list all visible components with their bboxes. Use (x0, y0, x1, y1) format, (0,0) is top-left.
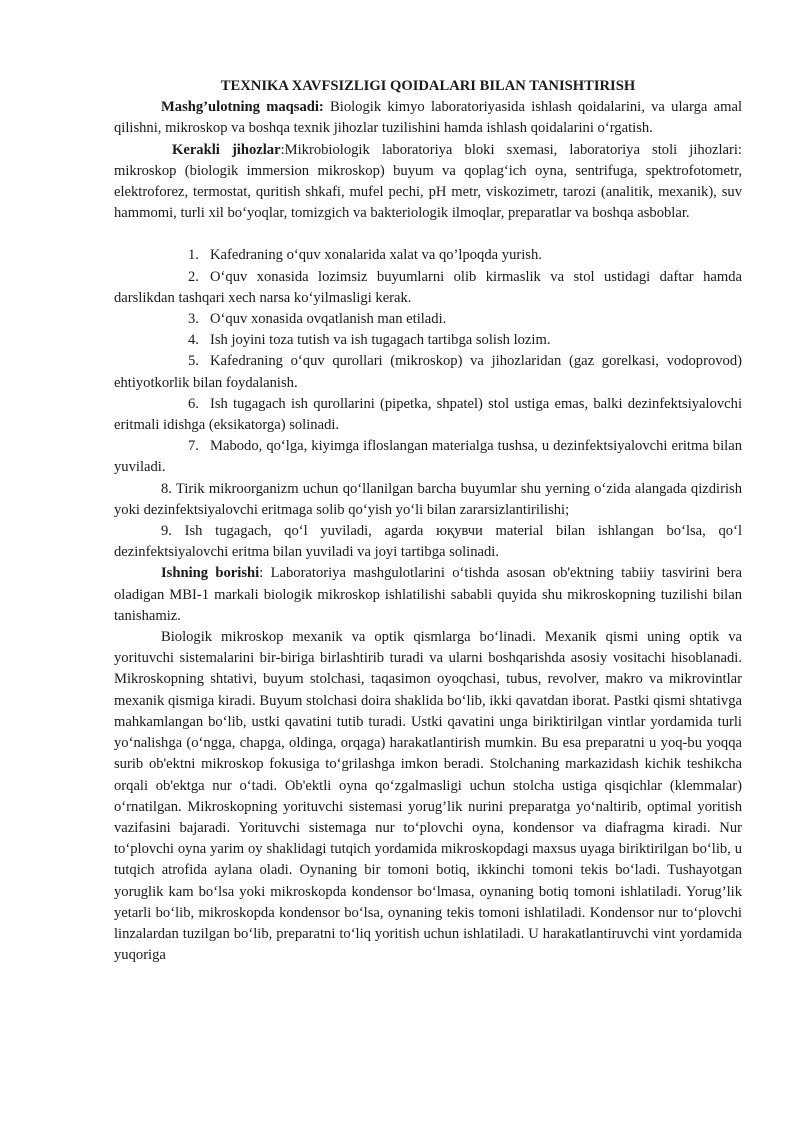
rule-8: 8. Tirik mikroorganizm uchun qoʻllanilgan barcha buyumlar shu yerning oʻzida alangada qizdirish yoki dezinfektsiyalovchi eritmaga solib qoʻyish yoʻli bilan zararsizlantirilishi; (114, 480, 742, 518)
rule-text: Ish joyini toza tutish va ish tugagach tartibga solish lozim. (210, 332, 551, 349)
equipment-text: :Mikrobiologik laboratoriya bloki sxemasi, laboratoriya stoli jihozlari: mikroskop (biologik immersion mikroskop) buyum va qoplagʻich oyna, sentrifuga, spektrofotometr, elektroforez, termostat, quritish shkafi, mufel pechi, pH metr, viskozimetr, tarozi (analitik, mexanik), suv hammomi, turli xil boʻyoqlar, tomizgich va bakteriologik ilmoqlar, preparatlar va boshqa asboblar. (114, 141, 742, 222)
rule-item (114, 330, 742, 351)
document-title: TEXNIKA XAVFSIZLIGI QOIDALARI BILAN TANISHTIRISH (220, 78, 636, 94)
rule-text: Mabodo, qoʻlga, kiyimga ifloslangan materialga tushsa, u dezinfektsiyalovchi eritma bilan yuviladi. (114, 438, 742, 476)
rule-number: 3. (188, 311, 199, 328)
rule-item (114, 394, 742, 436)
rule-number: 2. (188, 268, 199, 285)
document-page (114, 76, 742, 966)
rule-number: 1. (188, 247, 199, 264)
goal-label: Mashg’ulotning maqsadi: (161, 99, 324, 116)
rule-text: Kafedraning oʻquv xonalarida xalat va qo’lpoqda yurish. (210, 247, 542, 264)
spacer (114, 224, 742, 245)
rule-item (114, 436, 742, 478)
rules-list (114, 245, 742, 478)
rule-number: 4. (188, 332, 199, 349)
rule-item (114, 351, 742, 393)
rule-text: Kafedraning oʻquv qurollari (mikroskop) va jihozlaridan (gaz gorelkasi, vodoprovod) ehtiyotkorlik bilan foydalanish. (114, 353, 742, 391)
rule-text: Oʻquv xonasida ovqatlanish man etiladi. (210, 311, 447, 328)
rule-number: 6. (188, 395, 199, 412)
goal-paragraph (114, 97, 742, 139)
rule-text: Oʻquv xonasida lozimsiz buyumlarni olib kirmaslik va stol ustidagi daftar hamda darslikdan tashqari xech narsa koʻyilmasligi kerak. (114, 268, 742, 306)
rule-item (114, 309, 742, 330)
work-paragraph (114, 563, 742, 627)
rule-item (114, 245, 742, 266)
rule-number: 5. (188, 353, 199, 370)
goal-text: Biologik kimyo laboratoriyasida ishlash qoidalarini, va ularga amal qilishni, mikroskop va boshqa texnik jihozlar tuzilishini hamda ishlash qoidalarini oʻrgatish. (114, 99, 742, 137)
work-text: : Laboratoriya mashgulotlarini oʻtishda asosan ob'ektning tabiiy tasvirini bera oladigan MBI-1 markali biologik mikroskop ishlatilishi sababli quyida shu mikroskopning tuzilishi bilan tanishamiz. (114, 565, 742, 624)
equipment-paragraph (114, 140, 742, 225)
rule-9: 9. Ish tugagach, qoʻl yuviladi, agarda юқувчи material bilan ishlangan boʻlsa, qoʻl dezinfektsiyalovchi eritma bilan yuviladi va joyi tartibga solinadi. (114, 523, 742, 561)
rule-number: 7. (188, 438, 199, 455)
rule-item (114, 267, 742, 309)
equipment-label: Kerakli jihozlar (172, 141, 281, 158)
rule-text: Ish tugagach ish qurollarini (pipetka, shpatel) stol ustiga emas, balki dezinfektsiyalovchi eritmali idishga (eksikatorga) solinadi. (114, 395, 742, 434)
body-paragraph: Biologik mikroskop mexanik va optik qismlarga boʻlinadi. Mexanik qismi uning optik va yorituvchi sistemalarini bir-biriga birlashtirib turadi va ularni boshqarishda asosiy vositachi hisoblanadi. Mikroskopning shtativi, buyum stolchasi, taqasimon oyoqchasi, tubus, revolver, makro va mikrovintlar mexanik qismiga kiradi. Buyum stolchasi doira shaklida boʻlib, ikki qavatdan iborat. Pastki qismi shtativga mahkamlangan boʻlib, ustki qavatini tutib turadi. Ustki qavatini unga biriktirilgan vintlar yordamida turli yoʻnalishga (oʻngga, chapga, oldinga, orqaga) harakatlantirish mumkin. Bu esa preparatni u yoq-bu yoqqa surib ob'ektni mikroskop fokusiga toʻgrilashga imkon beradi. Stolchaning markazidash kichik teshikcha orqali ob'ektga nur oʻtadi. Ob'ektli oyna qoʻzgalmasligi uchun stolcha ustiga qisqichlar (klemmalar) oʻrnatilgan. Mikroskopning yorituvchi sistemasi yorug’lik nurini preparatga yoʻnaltirib, optimal yoritish vazifasini bajaradi. Yorituvchi sistemaga nur toʻplovchi oyna, kondensor va diafragma kiradi. Nur toʻplovchi oyna yarim oy shaklidagi tutqich yordamida mikroskopdagi maxsus uyaga biriktirilgan boʻlib, u tutqich atrofida aylana oladi. Oynaning bir tomoni botiq, ikkinchi tomoni tekis boʻladi. Tushayotgan yoruglik kam boʻlsa yoki mikroskopda kondensor boʻlmasa, oynaning botiq tomoni ishlatiladi. Yorug’lik yetarli boʻlib, mikroskopda kondensor boʻlsa, oynaning tekis tomoni ishlatiladi. Kondensor nur toʻplovchi linzalardan tuzilgan boʻlib, preparatni toʻliq yoritish uchun ishlatiladi. U harakatlantiruvchi vint yordamida yuqoriga (114, 629, 742, 964)
work-label: Ishning borishi (161, 565, 260, 582)
